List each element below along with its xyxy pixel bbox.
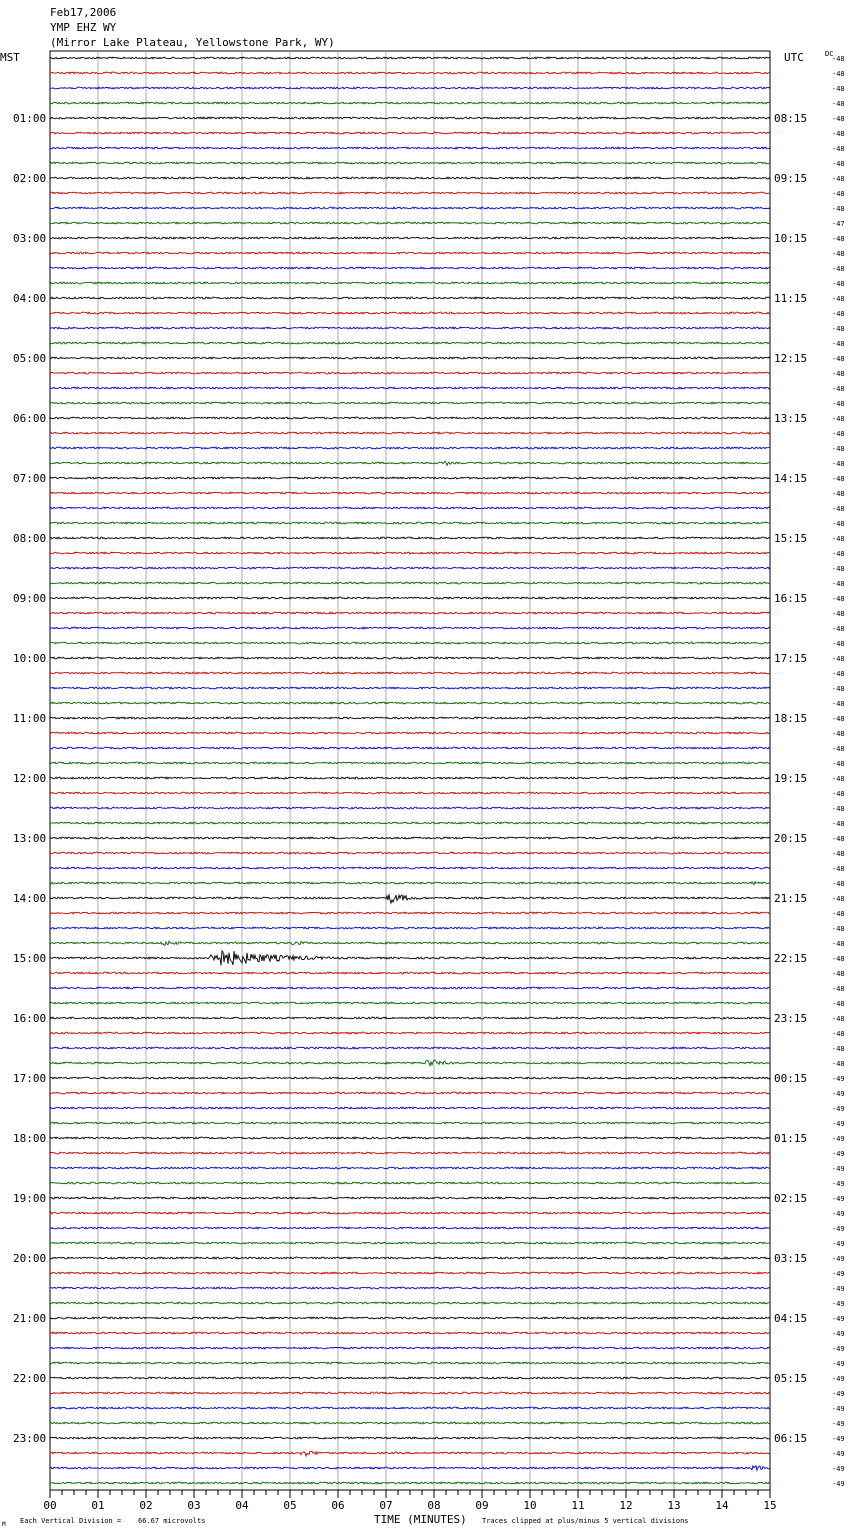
- seismic-trace: [50, 567, 770, 569]
- seismic-trace: [50, 1302, 770, 1304]
- utc-hour-label: 09:15: [774, 172, 808, 185]
- dc-offset-label: -48: [832, 145, 845, 153]
- seismic-trace: [50, 822, 770, 824]
- seismic-trace: [50, 1317, 770, 1319]
- seismic-trace: [50, 867, 770, 869]
- dc-offset-label: -49: [832, 1120, 845, 1128]
- dc-offset-label: -49: [832, 1465, 845, 1473]
- seismic-trace: [50, 461, 770, 465]
- seismic-trace: [50, 57, 770, 59]
- seismic-trace: [50, 132, 770, 134]
- dc-offset-label: -49: [832, 1390, 845, 1398]
- mst-hour-label: 09:00: [13, 592, 47, 605]
- seismic-trace: [50, 402, 770, 404]
- seismic-trace: [50, 312, 770, 314]
- utc-hour-label: 14:15: [774, 472, 808, 485]
- dc-offset-label: -48: [832, 715, 845, 723]
- dc-offset-label: -48: [832, 565, 845, 573]
- seismic-trace: [50, 372, 770, 374]
- dc-offset-label: -49: [832, 1165, 845, 1173]
- mst-hour-label: 06:00: [13, 412, 47, 425]
- seismic-trace: [50, 777, 770, 779]
- dc-offset-label: -49: [832, 1270, 845, 1278]
- dc-offset-label: -48: [832, 895, 845, 903]
- dc-offset-label: -49: [832, 1090, 845, 1098]
- seismic-trace: [50, 147, 770, 149]
- utc-hour-label: 19:15: [774, 772, 808, 785]
- seismic-trace: [50, 417, 770, 419]
- seismic-trace: [50, 1437, 770, 1439]
- utc-hour-label: 04:15: [774, 1312, 808, 1325]
- dc-offset-label: -48: [832, 160, 845, 168]
- dc-offset-label: -48: [832, 865, 845, 873]
- dc-offset-label: -48: [832, 595, 845, 603]
- utc-hour-label: 03:15: [774, 1252, 808, 1265]
- dc-offset-label: -49: [832, 1315, 845, 1323]
- seismic-trace: [50, 222, 770, 224]
- seismic-trace: [50, 282, 770, 284]
- mst-hour-label: 12:00: [13, 772, 47, 785]
- dc-offset-label: -49: [832, 1210, 845, 1218]
- seismic-trace: [50, 1451, 770, 1456]
- mst-hour-labels: [13, 112, 46, 1445]
- seismic-trace: [50, 1347, 770, 1349]
- x-tick-label: 09: [475, 1499, 489, 1512]
- dc-offset-label: -48: [832, 460, 845, 468]
- seismic-trace: [50, 1060, 770, 1066]
- utc-hour-labels: [774, 112, 807, 1445]
- seismic-trace: [50, 72, 770, 74]
- dc-offset-label: -48: [832, 115, 845, 123]
- mst-hour-label: 03:00: [13, 232, 47, 245]
- seismic-trace: [50, 192, 770, 194]
- utc-hour-label: 16:15: [774, 592, 808, 605]
- seismic-trace: [50, 327, 770, 329]
- seismic-trace: [50, 177, 770, 179]
- utc-hour-label: 21:15: [774, 892, 808, 905]
- dc-offset-label: -48: [832, 835, 845, 843]
- x-tick-label: 00: [43, 1499, 57, 1512]
- header-location: (Mirror Lake Plateau, Yellowstone Park, WY): [50, 36, 335, 49]
- dc-offset-label: -48: [832, 385, 845, 393]
- x-tick-label: 05: [283, 1499, 297, 1512]
- mst-hour-label: 08:00: [13, 532, 47, 545]
- plot-frame: [50, 51, 770, 1490]
- seismic-trace: [50, 747, 770, 749]
- utc-hour-label: 06:15: [774, 1432, 808, 1445]
- seismic-trace: [50, 1332, 770, 1334]
- mst-hour-label: 04:00: [13, 292, 47, 305]
- seismic-trace: [50, 1377, 770, 1379]
- dc-offset-label: -48: [832, 130, 845, 138]
- x-tick-label: 12: [619, 1499, 633, 1512]
- seismic-trace: [50, 492, 770, 494]
- seismic-trace: [50, 432, 770, 434]
- seismic-trace: [50, 702, 770, 704]
- seismic-trace: [50, 537, 770, 539]
- dc-offset-label: -48: [832, 1030, 845, 1038]
- mst-hour-label: 10:00: [13, 652, 47, 665]
- dc-offset-label: -48: [832, 820, 845, 828]
- dc-offset-label: -48: [832, 985, 845, 993]
- dc-offset-label: -49: [832, 1195, 845, 1203]
- seismic-trace: [50, 117, 770, 119]
- header-date: Feb17,2006: [50, 6, 117, 19]
- seismic-trace: [50, 522, 770, 524]
- x-tick-label: 08: [427, 1499, 441, 1512]
- dc-offset-label: -49: [832, 1225, 845, 1233]
- seismic-trace: [50, 1122, 770, 1124]
- mst-hour-label: 21:00: [13, 1312, 47, 1325]
- seismic-trace: [50, 1167, 770, 1169]
- seismic-trace: [50, 762, 770, 764]
- mst-hour-label: 07:00: [13, 472, 47, 485]
- dc-offset-label: -49: [832, 1420, 845, 1428]
- utc-hour-label: 17:15: [774, 652, 808, 665]
- x-tick-label: 02: [139, 1499, 153, 1512]
- dc-offset-label: -49: [832, 1450, 845, 1458]
- seismic-trace: [50, 207, 770, 209]
- seismic-trace: [50, 627, 770, 629]
- dc-offset-label: -48: [832, 340, 845, 348]
- dc-label: DC: [825, 50, 834, 58]
- dc-offset-label: -48: [832, 475, 845, 483]
- seismic-trace: [50, 1032, 770, 1034]
- dc-offset-label: -48: [832, 175, 845, 183]
- seismic-trace: [50, 717, 770, 719]
- x-tick-label: 04: [235, 1499, 249, 1512]
- dc-offset-label: -48: [832, 1045, 845, 1053]
- corner-mark: M: [2, 1521, 6, 1528]
- scale-note: Each Vertical Division = 66.67 microvolts: [20, 1517, 206, 1525]
- utc-hour-label: 15:15: [774, 532, 808, 545]
- seismic-trace: [50, 1017, 770, 1019]
- dc-offset-label: -48: [832, 925, 845, 933]
- seismic-trace: [50, 1407, 770, 1409]
- dc-offset-label: -48: [832, 535, 845, 543]
- mst-hour-label: 13:00: [13, 832, 47, 845]
- clip-note: Traces clipped at plus/minus 5 vertical divisions: [482, 1517, 689, 1525]
- dc-offset-label: -48: [832, 310, 845, 318]
- seismic-trace: [50, 972, 770, 974]
- dc-offset-label: -48: [832, 970, 845, 978]
- seismic-trace: [50, 1197, 770, 1199]
- utc-hour-label: 22:15: [774, 952, 808, 965]
- seismic-trace: [50, 1182, 770, 1184]
- seismic-trace: [50, 837, 770, 839]
- dc-offset-label: -48: [832, 505, 845, 513]
- dc-offset-label: -48: [832, 655, 845, 663]
- seismic-trace: [50, 672, 770, 674]
- trace-group: [50, 57, 770, 1484]
- dc-offset-label: -48: [832, 880, 845, 888]
- dc-offset-label: -48: [832, 445, 845, 453]
- utc-hour-label: 05:15: [774, 1372, 808, 1385]
- dc-offset-label: -48: [832, 55, 845, 63]
- mst-hour-label: 11:00: [13, 712, 47, 725]
- seismic-trace: [50, 447, 770, 449]
- seismic-trace: [50, 612, 770, 614]
- utc-hour-label: 00:15: [774, 1072, 808, 1085]
- utc-hour-label: 02:15: [774, 1192, 808, 1205]
- dc-offset-label: -48: [832, 265, 845, 273]
- x-tick-label: 13: [667, 1499, 681, 1512]
- dc-offset-label: -48: [832, 280, 845, 288]
- utc-hour-label: 01:15: [774, 1132, 808, 1145]
- mst-hour-label: 18:00: [13, 1132, 47, 1145]
- seismic-trace: [50, 477, 770, 479]
- dc-offset-label: -48: [832, 250, 845, 258]
- dc-offset-label: -49: [832, 1285, 845, 1293]
- dc-offset-label: -49: [832, 1405, 845, 1413]
- seismic-trace: [50, 732, 770, 734]
- dc-offset-label: -49: [832, 1180, 845, 1188]
- utc-hour-label: 11:15: [774, 292, 808, 305]
- seismic-trace: [50, 342, 770, 344]
- seismic-trace: [50, 552, 770, 554]
- dc-offset-label: -48: [832, 955, 845, 963]
- dc-offset-label: -48: [832, 685, 845, 693]
- seismic-trace: [50, 597, 770, 599]
- dc-offset-label: -49: [832, 1330, 845, 1338]
- seismic-trace: [50, 582, 770, 584]
- dc-offset-label: -48: [832, 490, 845, 498]
- mst-hour-label: 20:00: [13, 1252, 47, 1265]
- seismic-trace: [50, 642, 770, 644]
- seismic-trace: [50, 1466, 770, 1470]
- x-axis: [43, 1490, 776, 1512]
- dc-offset-label: -48: [832, 85, 845, 93]
- time-gridlines: [50, 51, 770, 1490]
- x-tick-label: 01: [91, 1499, 105, 1512]
- x-tick-label: 03: [187, 1499, 201, 1512]
- utc-hour-label: 12:15: [774, 352, 808, 365]
- dc-offset-label: -48: [832, 850, 845, 858]
- dc-offset-label: -49: [832, 1135, 845, 1143]
- dc-offset-label: -48: [832, 430, 845, 438]
- dc-offset-label: -48: [832, 295, 845, 303]
- mst-hour-label: 05:00: [13, 352, 47, 365]
- mst-hour-label: 17:00: [13, 1072, 47, 1085]
- seismic-trace: [50, 927, 770, 929]
- mst-hour-label: 22:00: [13, 1372, 47, 1385]
- utc-hour-label: 18:15: [774, 712, 808, 725]
- dc-offset-label: -48: [832, 235, 845, 243]
- dc-offset-label: -48: [832, 940, 845, 948]
- dc-offset-label: -48: [832, 805, 845, 813]
- dc-offset-label: -48: [832, 550, 845, 558]
- dc-offset-label: -49: [832, 1240, 845, 1248]
- dc-offset-label: -48: [832, 745, 845, 753]
- dc-offset-label: -47: [832, 220, 845, 228]
- dc-offset-label: -49: [832, 1345, 845, 1353]
- dc-offset-label: -48: [832, 355, 845, 363]
- seismic-trace: [50, 1137, 770, 1139]
- utc-hour-label: 23:15: [774, 1012, 808, 1025]
- utc-hour-label: 10:15: [774, 232, 808, 245]
- dc-offset-label: -49: [832, 1480, 845, 1488]
- dc-offset-label: -48: [832, 400, 845, 408]
- x-tick-label: 15: [763, 1499, 777, 1512]
- dc-offset-label: -49: [832, 1075, 845, 1083]
- seismic-trace: [50, 1287, 770, 1289]
- seismic-trace: [50, 1092, 770, 1094]
- mst-hour-label: 23:00: [13, 1432, 47, 1445]
- seismic-trace: [50, 912, 770, 914]
- dc-offset-label: -48: [832, 670, 845, 678]
- seismic-trace: [50, 1152, 770, 1154]
- seismic-trace: [50, 1002, 770, 1004]
- seismic-trace: [50, 1047, 770, 1049]
- seismic-trace: [50, 941, 770, 945]
- dc-offset-label: -48: [832, 325, 845, 333]
- header-station: YMP EHZ WY: [50, 21, 117, 34]
- x-tick-label: 11: [571, 1499, 585, 1512]
- mst-hour-label: 01:00: [13, 112, 47, 125]
- seismic-trace: [50, 387, 770, 389]
- dc-offset-label: -48: [832, 580, 845, 588]
- seismic-trace: [50, 657, 770, 659]
- seismic-trace: [50, 1422, 770, 1424]
- seismic-trace: [50, 1107, 770, 1109]
- seismic-trace: [50, 237, 770, 239]
- seismic-trace: [50, 252, 770, 254]
- seismic-trace: [50, 987, 770, 989]
- dc-offset-label: -48: [832, 625, 845, 633]
- dc-offset-label: -49: [832, 1360, 845, 1368]
- dc-offset-label: -48: [832, 1015, 845, 1023]
- seismic-trace: [50, 1227, 770, 1229]
- seismic-trace: [50, 1077, 770, 1079]
- mst-hour-label: 14:00: [13, 892, 47, 905]
- mst-hour-label: 16:00: [13, 1012, 47, 1025]
- seismic-trace: [50, 807, 770, 809]
- seismic-trace: [50, 852, 770, 854]
- dc-offset-label: -49: [832, 1255, 845, 1263]
- right-timezone-label: UTC: [784, 51, 804, 64]
- dc-offset-label: -49: [832, 1150, 845, 1158]
- seismic-trace: [50, 1392, 770, 1394]
- utc-hour-label: 13:15: [774, 412, 808, 425]
- x-tick-label: 07: [379, 1499, 393, 1512]
- seismic-trace: [50, 882, 770, 885]
- dc-offset-label: -49: [832, 1300, 845, 1308]
- seismic-trace: [50, 102, 770, 104]
- seismic-trace: [50, 87, 770, 89]
- dc-offset-label: -48: [832, 415, 845, 423]
- mst-hour-label: 15:00: [13, 952, 47, 965]
- dc-offset-labels: [832, 55, 845, 1488]
- seismic-trace: [50, 267, 770, 269]
- seismic-trace: [50, 297, 770, 299]
- seismic-trace: [50, 894, 770, 903]
- seismic-trace: [50, 357, 770, 359]
- seismic-trace: [50, 951, 770, 966]
- mst-hour-label: 02:00: [13, 172, 47, 185]
- seismic-trace: [50, 162, 770, 164]
- seismic-trace: [50, 1257, 770, 1259]
- dc-offset-label: -48: [832, 910, 845, 918]
- dc-offset-label: -48: [832, 610, 845, 618]
- seismic-trace: [50, 1362, 770, 1364]
- dc-offset-label: -49: [832, 1435, 845, 1443]
- dc-offset-label: -48: [832, 775, 845, 783]
- seismic-trace: [50, 1242, 770, 1244]
- left-timezone-label: MST: [0, 51, 20, 64]
- utc-hour-label: 08:15: [774, 112, 808, 125]
- dc-offset-label: -48: [832, 520, 845, 528]
- seismic-trace: [50, 507, 770, 509]
- dc-offset-label: -48: [832, 1060, 845, 1068]
- dc-offset-label: -48: [832, 370, 845, 378]
- x-axis-title: TIME (MINUTES): [374, 1513, 467, 1526]
- dc-offset-label: -48: [832, 70, 845, 78]
- x-tick-label: 10: [523, 1499, 537, 1512]
- dc-offset-label: -48: [832, 190, 845, 198]
- dc-offset-label: -48: [832, 730, 845, 738]
- seismic-trace: [50, 792, 770, 794]
- dc-offset-label: -48: [832, 700, 845, 708]
- utc-hour-label: 20:15: [774, 832, 808, 845]
- seismic-trace: [50, 687, 770, 689]
- dc-offset-label: -48: [832, 100, 845, 108]
- dc-offset-label: -49: [832, 1105, 845, 1113]
- dc-offset-label: -48: [832, 205, 845, 213]
- seismic-trace: [50, 1482, 770, 1484]
- dc-offset-label: -48: [832, 1000, 845, 1008]
- seismic-trace: [50, 1212, 770, 1214]
- x-tick-label: 14: [715, 1499, 729, 1512]
- dc-offset-label: -48: [832, 640, 845, 648]
- mst-hour-label: 19:00: [13, 1192, 47, 1205]
- seismic-trace: [50, 1272, 770, 1274]
- dc-offset-label: -48: [832, 790, 845, 798]
- x-tick-label: 06: [331, 1499, 345, 1512]
- dc-offset-label: -48: [832, 760, 845, 768]
- dc-offset-label: -49: [832, 1375, 845, 1383]
